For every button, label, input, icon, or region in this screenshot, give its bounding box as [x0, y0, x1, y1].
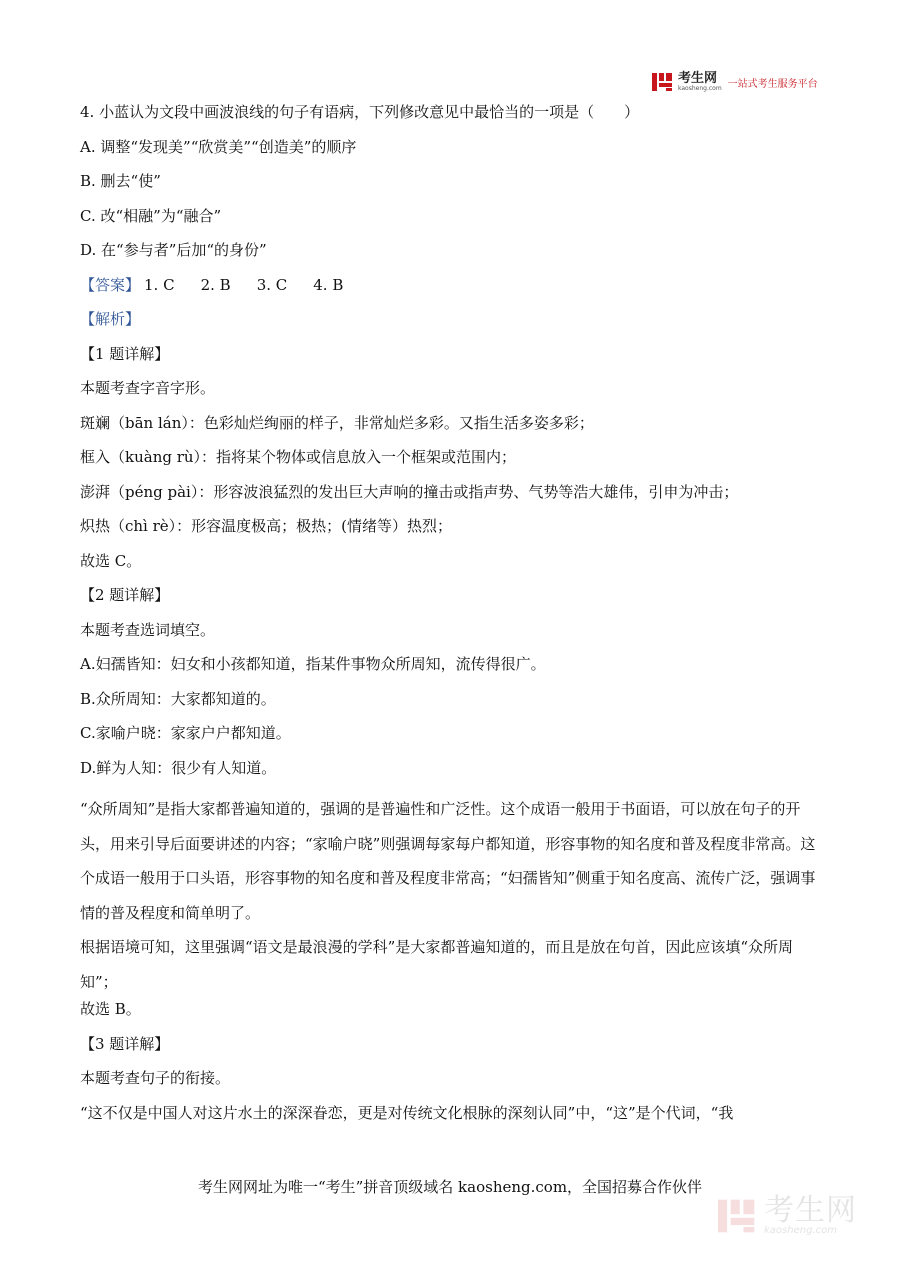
answer-label: 【答案】: [80, 275, 141, 294]
answer-item: 4. B: [313, 275, 344, 294]
q2-line: D.鲜为人知：很少有人知道。: [80, 758, 277, 777]
q2-heading: 【2 题详解】: [80, 586, 170, 604]
option-a: A. 调整“发现美”“欣赏美”“创造美”的顺序: [80, 137, 357, 156]
q1-heading: 【1 题详解】: [80, 344, 170, 363]
page-footer: 考生网网址为唯一“考生”拼音顶级域名 kaosheng.com，全国招募合作伙伴: [197, 1178, 703, 1196]
q2-line: C.家喻户晓：家家户户都知道。: [80, 724, 291, 742]
option-d: D. 在“参与者”后加“的身份”: [80, 241, 267, 259]
q1-line: 故选 C。: [80, 551, 142, 570]
option-b: B. 删去“使”: [80, 172, 161, 190]
q1-line: 框入（kuàng rù）：指将某个物体或信息放入一个框架或范围内；: [80, 448, 517, 466]
q2-paragraph-2: 根据语境可知，这里强调“语文是最浪漫的学科”是大家都普遍知道的，而且是放在句首，因此应该填“众所周知”；: [80, 938, 794, 991]
kaosheng-logo-icon: [652, 71, 674, 93]
q2-paragraph: “众所周知”是指大家都普遍知道的，强调的是普遍性和广泛性。这个成语一般用于书面语，可以放在句子的开头，用来引导后面要讲述的内容；“家喻户晓”则强调每家每户都知道，形容事物的知名度和普及程度非常高。这个成语一般用于口头语，形容事物的知名度和普及程度非常高；“妇孺皆知”侧重于知名度高、流传广泛，强调事情的普及程度和简单明了。: [80, 800, 816, 922]
q1-line: 本题考查字音字形。: [80, 379, 216, 397]
logo-slogan: 一站式考生服务平台: [727, 78, 818, 90]
answer-item: 3. C: [256, 275, 288, 294]
answer-item: 2. B: [200, 275, 231, 294]
option-c: C. 改“相融”为“融合”: [80, 206, 222, 225]
kaosheng-watermark-icon: [718, 1196, 758, 1236]
question-4-stem: 4. 小蓝认为文段中画波浪线的句子有语病，下列修改意见中最恰当的一项是（ ）: [80, 103, 640, 121]
watermark-domain: kaosheng.com: [764, 1225, 837, 1236]
q1-line: 澎湃（péng pài）：形容波浪猛烈的发出巨大声响的撞击或指声势、气势等浩大雄伟，引申为冲击；: [80, 482, 739, 501]
q3-heading: 【3 题详解】: [80, 1034, 170, 1053]
watermark: [718, 1193, 857, 1236]
q3-line: 本题考查句子的衔接。: [80, 1069, 231, 1087]
q2-line: A.妇孺皆知：妇女和小孩都知道，指某件事物众所周知，流传得很广。: [80, 655, 546, 673]
q2-line: B.众所周知：大家都知道的。: [80, 689, 276, 708]
q1-line: 斑斓（bān lán）：色彩灿烂绚丽的样子，非常灿烂多彩。又指生活多姿多彩；: [80, 413, 594, 432]
header-logo: [652, 70, 818, 94]
q3-line: “这不仅是中国人对这片水土的深深眷恋，更是对传统文化根脉的深刻认同”中，“这”是个代词，“我: [80, 1103, 734, 1122]
analysis-label: 【解析】: [80, 310, 141, 328]
q1-line: 炽热（chì rè）：形容温度极高；极热；(情绪等）热烈；: [80, 517, 453, 535]
logo-domain: kaosheng.com: [678, 85, 722, 92]
q2-conclusion: 故选 B。: [80, 1000, 141, 1018]
document-body: [80, 102, 820, 1137]
answer-line: [80, 275, 820, 310]
q2-line: 本题考查选词填空。: [80, 620, 216, 639]
logo-name: 考生网: [678, 71, 718, 86]
watermark-name: 考生网: [764, 1193, 857, 1228]
answer-item: 1. C: [144, 275, 175, 294]
